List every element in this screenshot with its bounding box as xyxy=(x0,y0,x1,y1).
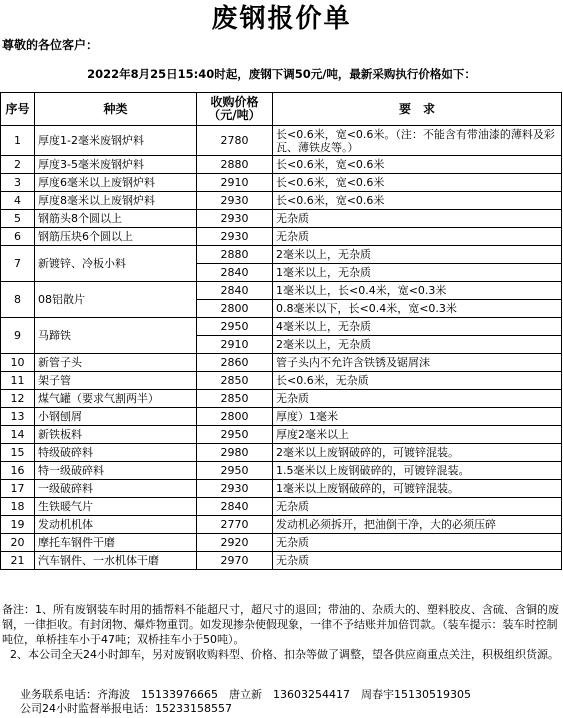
cell-type: 钢筋头8个圆以上 xyxy=(35,210,197,228)
cell-price: 2970 xyxy=(197,552,273,570)
cell-requirement: 1.5毫米以上废钢破碎的，可镀锌混装。 xyxy=(273,462,562,480)
cell-price: 2950 xyxy=(197,426,273,444)
cell-price: 2840 xyxy=(197,498,273,516)
cell-price: 2850 xyxy=(197,390,273,408)
report-phone: 公司24小时监督举报电话：15233158557 xyxy=(20,702,232,715)
cell-index: 11 xyxy=(1,372,35,390)
cell-index: 15 xyxy=(1,444,35,462)
cell-requirement: 长<0.6米，宽<0.6米 xyxy=(273,156,562,174)
cell-price: 2860 xyxy=(197,354,273,372)
table-row xyxy=(1,552,562,570)
cell-type: 厚度6毫米以上废钢炉料 xyxy=(35,174,197,192)
cell-price: 2930 xyxy=(197,192,273,210)
header-index: 序号 xyxy=(1,93,35,126)
table-row xyxy=(1,318,562,336)
cell-requirement: 无杂质 xyxy=(273,552,562,570)
price-table xyxy=(0,92,562,570)
cell-requirement: 无杂质 xyxy=(273,228,562,246)
cell-type: 马蹄铁 xyxy=(35,318,197,354)
table-row xyxy=(1,354,562,372)
cell-type: 一级破碎料 xyxy=(35,480,197,498)
cell-requirement: 长<0.6米，宽<0.6米 xyxy=(273,192,562,210)
cell-price: 2910 xyxy=(197,174,273,192)
cell-type: 厚度3-5毫米废钢炉料 xyxy=(35,156,197,174)
cell-type: 钢筋压块6个圆以上 xyxy=(35,228,197,246)
cell-index: 5 xyxy=(1,210,35,228)
cell-price: 2880 xyxy=(197,156,273,174)
cell-index: 6 xyxy=(1,228,35,246)
table-row xyxy=(1,390,562,408)
table-row xyxy=(1,498,562,516)
cell-index: 19 xyxy=(1,516,35,534)
cell-index: 13 xyxy=(1,408,35,426)
cell-index: 10 xyxy=(1,354,35,372)
cell-type: 特级破碎料 xyxy=(35,444,197,462)
cell-type: 汽车钢件、一水机体干磨 xyxy=(35,552,197,570)
page-title: 废钢报价单 xyxy=(211,4,352,34)
table-header-row xyxy=(1,93,562,126)
cell-price: 2910 xyxy=(197,336,273,354)
cell-requirement: 2毫米以上，无杂质 xyxy=(273,336,562,354)
cell-requirement: 长<0.6米，宽<0.6米。（注：不能含有带油漆的薄料及彩瓦、薄铁皮等。） xyxy=(273,126,562,156)
table-row xyxy=(1,480,562,498)
cell-requirement: 厚度）1毫米 xyxy=(273,408,562,426)
cell-price: 2880 xyxy=(197,246,273,264)
cell-price: 2930 xyxy=(197,480,273,498)
cell-requirement: 管子头内不允许含铁锈及锯屑沫 xyxy=(273,354,562,372)
cell-type: 摩托车钢件干磨 xyxy=(35,534,197,552)
cell-price: 2930 xyxy=(197,228,273,246)
cell-type: 厚度8毫米以上废钢炉料 xyxy=(35,192,197,210)
table-row xyxy=(1,534,562,552)
cell-requirement: 无杂质 xyxy=(273,534,562,552)
cell-price: 2840 xyxy=(197,264,273,282)
cell-index: 12 xyxy=(1,390,35,408)
cell-index: 21 xyxy=(1,552,35,570)
cell-price: 2780 xyxy=(197,126,273,156)
cell-price: 2800 xyxy=(197,408,273,426)
cell-price: 2840 xyxy=(197,282,273,300)
cell-type: 08铝散片 xyxy=(35,282,197,318)
header-price-line2: （元/吨） xyxy=(208,108,261,122)
cell-price: 2950 xyxy=(197,462,273,480)
cell-index: 8 xyxy=(1,282,35,318)
cell-requirement: 无杂质 xyxy=(273,390,562,408)
cell-requirement: 1毫米以上，长<0.4米，宽<0.3米 xyxy=(273,282,562,300)
table-row xyxy=(1,174,562,192)
table-row xyxy=(1,516,562,534)
cell-requirement: 无杂质 xyxy=(273,498,562,516)
table-row xyxy=(1,444,562,462)
cell-price: 2930 xyxy=(197,210,273,228)
cell-type: 架子管 xyxy=(35,372,197,390)
cell-type: 小钢刨屑 xyxy=(35,408,197,426)
table-row xyxy=(1,372,562,390)
cell-price: 2950 xyxy=(197,318,273,336)
cell-index: 1 xyxy=(1,126,35,156)
table-row xyxy=(1,408,562,426)
cell-type: 新镀锌、冷板小料 xyxy=(35,246,197,282)
cell-index: 9 xyxy=(1,318,35,354)
table-row xyxy=(1,156,562,174)
cell-index: 16 xyxy=(1,462,35,480)
table-row xyxy=(1,126,562,156)
cell-index: 3 xyxy=(1,174,35,192)
business-phones: 业务联系电话：齐海波 15133976665 唐立新 13603254417 周春宇15130519305 xyxy=(20,688,471,701)
note-2: 2、本公司全天24小时卸车，另对废钢收购料型、价格、扣杂等做了调整，望各供应商重点关注，积极组织货源。 xyxy=(10,648,559,661)
cell-requirement: 1毫米以上，无杂质 xyxy=(273,264,562,282)
cell-requirement: 1毫米以上废钢破碎的，可镀锌混装。 xyxy=(273,480,562,498)
cell-index: 2 xyxy=(1,156,35,174)
cell-requirement: 无杂质 xyxy=(273,210,562,228)
cell-requirement: 长<0.6米，宽<0.6米 xyxy=(273,174,562,192)
cell-type: 厚度1-2毫米废钢炉料 xyxy=(35,126,197,156)
cell-index: 4 xyxy=(1,192,35,210)
cell-requirement: 4毫米以上，无杂质 xyxy=(273,318,562,336)
header-price xyxy=(197,93,273,126)
greeting: 尊敬的各位客户： xyxy=(2,38,99,52)
header-price-line1: 收购价格 xyxy=(210,95,259,109)
table-row xyxy=(1,228,562,246)
cell-requirement: 厚度2毫米以上 xyxy=(273,426,562,444)
cell-type: 新管子头 xyxy=(35,354,197,372)
cell-requirement: 0.8毫米以下，长<0.4米，宽<0.3米 xyxy=(273,300,562,318)
table-row xyxy=(1,210,562,228)
note-1: 备注：1、所有废钢装车时用的插帮料不能超尺寸，超尺寸的退回；带油的、杂质大的、塑料胶皮、含硫、含铜的废钢，一律拒收。有封闭物、爆炸物重罚。如发现掺杂使假现象，一律不予结账并加倍罚款。（装车提示：装车时控制吨位，单桥挂车小于47吨；双桥挂车小于50吨）。 xyxy=(2,603,559,646)
header-type: 种类 xyxy=(35,93,197,126)
table-row xyxy=(1,246,562,264)
contact-info xyxy=(20,688,471,716)
cell-type: 生铁暖气片 xyxy=(35,498,197,516)
cell-requirement: 2毫米以上废钢破碎的，可镀锌混装。 xyxy=(273,444,562,462)
table-row xyxy=(1,426,562,444)
cell-requirement: 长<0.6米，无杂质 xyxy=(273,372,562,390)
cell-price: 2800 xyxy=(197,300,273,318)
cell-type: 煤气罐（要求气割两半） xyxy=(35,390,197,408)
price-table-body xyxy=(1,126,562,570)
cell-index: 14 xyxy=(1,426,35,444)
cell-index: 7 xyxy=(1,246,35,282)
cell-price: 2920 xyxy=(197,534,273,552)
cell-type: 发动机机体 xyxy=(35,516,197,534)
table-row xyxy=(1,462,562,480)
cell-price: 2980 xyxy=(197,444,273,462)
cell-requirement: 发动机必须拆开，把油倒干净，大的必须压碎 xyxy=(273,516,562,534)
cell-index: 20 xyxy=(1,534,35,552)
header-requirement: 要 求 xyxy=(273,93,562,126)
cell-price: 2770 xyxy=(197,516,273,534)
cell-index: 17 xyxy=(1,480,35,498)
table-row xyxy=(1,282,562,300)
cell-type: 新铁板料 xyxy=(35,426,197,444)
cell-requirement: 2毫米以上，无杂质 xyxy=(273,246,562,264)
price-notice: 2022年8月25日15:40时起，废钢下调50元/吨，最新采购执行价格如下： xyxy=(87,67,476,81)
cell-type: 特一级破碎料 xyxy=(35,462,197,480)
cell-index: 18 xyxy=(1,498,35,516)
cell-price: 2850 xyxy=(197,372,273,390)
notes xyxy=(2,602,560,662)
table-row xyxy=(1,192,562,210)
